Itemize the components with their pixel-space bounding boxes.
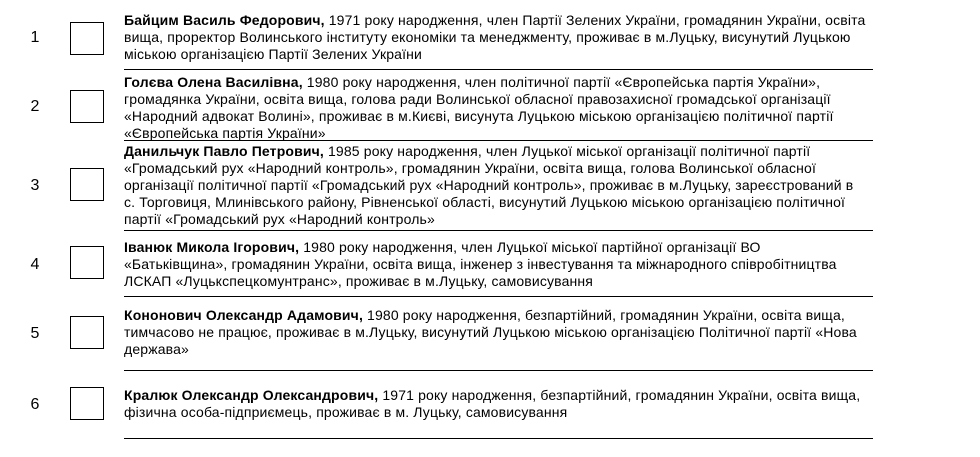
candidate-name: Байцим Василь Федорович, (124, 12, 325, 28)
row-divider (124, 69, 873, 70)
candidate-checkbox-1[interactable] (70, 22, 104, 55)
candidate-number: 2 (30, 98, 40, 115)
candidate-details: 1971 року народження, член Партії Зелених України, громадянин України, освіта вища, проректор Волинського інституту економіки та менеджменту, проживає в м.Луцьку, висунутий Луцькою міською організацією Партії Зелених України (124, 12, 866, 62)
candidate-checkbox-5[interactable] (70, 316, 104, 349)
candidate-checkbox-3[interactable] (70, 168, 104, 201)
candidate-number: 5 (30, 325, 40, 342)
row-divider (124, 230, 873, 231)
candidate-description (124, 387, 868, 421)
candidate-name: Данильчук Павло Петрович, (124, 143, 324, 159)
candidate-description (124, 12, 868, 63)
candidate-number: 4 (30, 256, 40, 273)
candidate-number: 6 (30, 396, 40, 413)
candidate-number: 1 (30, 29, 40, 46)
candidate-checkbox-4[interactable] (70, 246, 104, 279)
candidate-name: Кралюк Олександр Олександрович, (124, 387, 379, 403)
candidate-name: Голєва Олена Василівна, (124, 74, 303, 90)
candidate-details: 1985 року народження, член Луцької міської організації політичної партії «Громадський рух «Народний контроль», громадянин України, освіта вища, голова Волинської обласної організації політичної партії «Громадський рух «Народний контроль», проживає в м.Луцьку, зареєстрований в с. Торговиця, Млинівського району, Рівненської області, висунутий Луцькою міською організацією політичної партії «Громадський рух «Народний контроль» (124, 143, 854, 227)
row-divider (124, 140, 873, 141)
candidate-checkbox-6[interactable] (70, 387, 104, 420)
candidate-description (124, 307, 868, 358)
candidate-checkbox-2[interactable] (70, 90, 104, 123)
candidate-description (124, 239, 868, 290)
candidate-details: 1971 року народження, безпартійний, громадянин України, освіта вища, фізична особа-підприємець, проживає в м. Луцьку, самовисування (124, 387, 861, 420)
row-divider (124, 296, 873, 297)
candidate-description (124, 74, 868, 142)
candidate-name: Іванюк Микола Ігорович, (124, 239, 300, 255)
candidate-details: 1980 року народження, безпартійний, громадянин України, освіта вища, тимчасово не працює, проживає в м.Луцьку, висунутий Луцькою міською організацією Політичної партії «Нова держава» (124, 307, 857, 357)
row-divider (124, 438, 873, 439)
candidate-number: 3 (30, 177, 40, 194)
row-divider (124, 370, 873, 371)
candidate-name: Кононович Олександр Адамович, (124, 307, 363, 323)
candidate-description (124, 143, 868, 228)
candidate-details: 1980 року народження, член Луцької міської партійної організації ВО «Батьківщина», громадянин України, освіта вища, інженер з інвестування та міжнародного співробітництва ЛСКАП «Луцькспецкомунтранс», проживає в м.Луцьку, самовисування (124, 239, 837, 289)
candidate-details: 1980 року народження, член політичної партії «Європейська партія України», громадянка України, освіта вища, голова ради Волинської обласної правозахисної громадської організації «Народний адвокат Волині», проживає в м.Києві, висунута Луцькою міською організацією політичної партії «Європейська партія України» (124, 74, 834, 141)
